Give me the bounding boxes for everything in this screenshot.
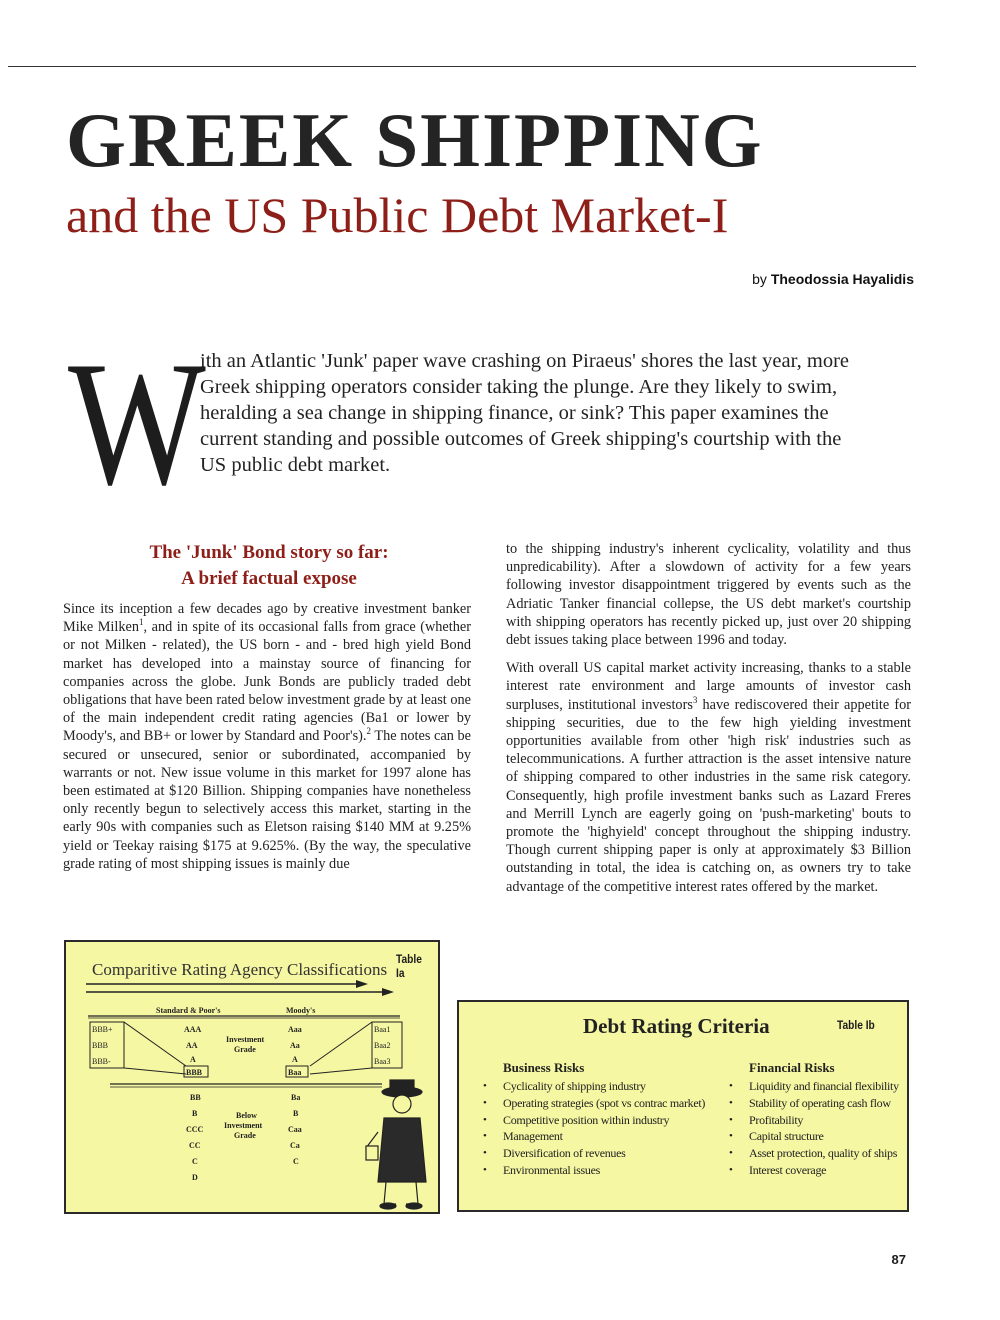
lead-line: US public debt market. — [200, 454, 391, 476]
lead-paragraph — [200, 348, 914, 478]
text-run: have rediscovered their appetite for shipping securities, due to the few high yielding investment opportunities available from other 'high risk' industries such as telecommunications. A further attraction is the asset intensive nature of shipping compared to other industries in the same risk category. Consequently, high profile investment banks such as Lazard Freres and Merrill Lynch are eagerly going on 'push-marketing' bouts to promote the 'highyield' concept throughout the shipping industry. Though current shipping paper is only at approximately $3 Billion outstanding in total, the idea is catching on, as owners try to take advantage of the competitive interest rates offered by the market. — [506, 696, 911, 895]
below-label: Grade — [234, 1131, 256, 1140]
sp-header: Standard & Poor's — [156, 1006, 221, 1015]
moodys-rating: Ca — [290, 1141, 300, 1150]
moodys-box-text: Baa2 — [374, 1041, 391, 1050]
author-name: Theodossia Hayalidis — [770, 271, 914, 287]
body-paragraph: to the shipping industry's inherent cyclicality, volatility and thus unpredicability). After a slowdown of activity for a few years following investor disappointment triggered by events such as the Adriatic Tanker financial collepse, the US debt market's courtship with shipping operators has recently picked up, just over 20 shipping debt issues taking place between 1996 and today. — [506, 541, 911, 649]
below-label: Below — [236, 1111, 257, 1120]
moodys-rating: Aa — [290, 1041, 300, 1050]
sp-rating: BB — [190, 1093, 201, 1102]
connector — [124, 1068, 186, 1074]
arrow-head — [382, 988, 394, 996]
moodys-rating: Aaa — [288, 1025, 302, 1034]
moodys-rating: Caa — [288, 1125, 302, 1134]
byline-prefix: by — [752, 271, 767, 287]
body-paragraph — [506, 659, 911, 896]
list-item: • Environmental issues — [481, 1162, 705, 1179]
page-number: 87 — [891, 1252, 906, 1267]
sp-box-text: BBB- — [92, 1057, 111, 1066]
table-ia-title: Comparitive Rating Agency Classifications — [92, 960, 388, 979]
financial-risks-header: Financial Risks — [749, 1060, 835, 1075]
body-paragraph — [63, 600, 471, 873]
lead-line: Greek shipping operators consider taking the plunge. Are they likely to swim, — [200, 376, 838, 398]
below-label: Investment — [224, 1121, 263, 1130]
footnote-ref: 3 — [692, 694, 698, 705]
arrow-head — [356, 980, 368, 988]
list-item: • Liquidity and financial flexibility — [727, 1078, 899, 1095]
footnote-ref: 2 — [366, 726, 372, 737]
sp-rating: D — [192, 1173, 198, 1182]
sp-rating: C — [192, 1157, 198, 1166]
byline — [752, 271, 914, 287]
section-heading-line1: The 'Junk' Bond story so far: — [149, 542, 389, 563]
list-item: • Capital structure — [727, 1128, 899, 1145]
moodys-box-text: Baa3 — [374, 1057, 391, 1066]
financial-risks-list — [727, 1078, 899, 1179]
table-ib-title: Debt Rating Criteria — [583, 1014, 770, 1038]
table-ib-label: Table Ib — [837, 1018, 875, 1032]
sp-box-text: BBB — [92, 1041, 109, 1050]
moodys-rating: A — [292, 1055, 298, 1064]
title-main: GREEK SHIPPING — [66, 97, 764, 183]
sp-rating: CCC — [186, 1125, 204, 1134]
business-risks-list — [481, 1078, 705, 1179]
moodys-rating: Ba — [291, 1093, 301, 1102]
moodys-header: Moody's — [286, 1006, 316, 1015]
footnote-ref: 1 — [139, 617, 144, 628]
list-item: • Diversification of revenues — [481, 1145, 705, 1162]
list-item: • Competitive position within industry — [481, 1112, 705, 1129]
section-heading-line2: A brief factual expose — [181, 568, 357, 589]
text-run: , and in spite of its occasional falls from grace (whether or not Milken - related), the US born - and - bred high yield Bond market has developed into a mainstay source of financing for companies across the globe. Junk Bonds are publicly traded debt obligations that have been rated below investment grade by at least one of the main independent credit rating agencies (Ba1 or lower by Moody's, and BB+ or lower by Standard and Poor's). — [63, 619, 471, 745]
lead-line: ith an Atlantic 'Junk' paper wave crashing on Piraeus' shores the last year, more — [200, 350, 849, 372]
connector — [124, 1022, 186, 1066]
lead-line: heralding a sea change in shipping finance, or sink? This paper examines the — [200, 402, 829, 424]
sp-rating: B — [192, 1109, 198, 1118]
sp-rating: AA — [186, 1041, 198, 1050]
investment-label: Grade — [234, 1045, 256, 1054]
title-subtitle: and the US Public Debt Market-I — [66, 187, 729, 243]
table-ia — [64, 940, 440, 1214]
top-rule — [8, 66, 916, 67]
moodys-rating: C — [293, 1157, 299, 1166]
sp-rating: CC — [189, 1141, 201, 1150]
sp-rating: BBB — [186, 1068, 203, 1077]
lead-line: current standing and possible outcomes of Greek shipping's courtship with the — [200, 428, 842, 450]
text-run: Since its inception a few decades ago by creative investment banker Mike Milken — [63, 601, 471, 636]
left-column — [63, 600, 471, 873]
sp-rating: A — [190, 1055, 196, 1064]
investment-label: Investment — [226, 1035, 265, 1044]
table-ia-label: Table Ia — [396, 952, 422, 980]
financial-risks — [727, 1060, 899, 1179]
text-run: The notes can be secured or unsecured, senior or subordinated, accompanied by warrants or not. New issue volume in this market for 1997 alone has been estimated at $120 Billion. Shipping companies have nonetheless only recently begun to selectively access this market, starting in the early 90s with companies such as Eletson raising $140 MM at 9.25% yield or Teekay raising $175 at 9.625%. (By the way, the speculative grade rating of most shipping issues is mainly due — [63, 728, 471, 872]
list-item: • Management — [481, 1128, 705, 1145]
sp-rating: AAA — [184, 1025, 202, 1034]
section-heading — [64, 540, 474, 592]
moodys-rating: B — [293, 1109, 299, 1118]
sp-box-text: BBB+ — [92, 1025, 113, 1034]
list-item: • Operating strategies (spot vs contrac market) — [481, 1095, 705, 1112]
business-risks-header: Business Risks — [503, 1060, 585, 1075]
list-item: • Stability of operating cash flow — [727, 1095, 899, 1112]
list-item: • Interest coverage — [727, 1162, 899, 1179]
moodys-rating: Baa — [288, 1068, 302, 1077]
list-item: • Asset protection, quality of ships — [727, 1145, 899, 1162]
table-ib — [457, 1000, 909, 1212]
cartoon-figure-icon — [366, 1080, 426, 1209]
connector — [310, 1068, 372, 1074]
rating-diagram — [66, 942, 438, 1212]
right-column — [506, 540, 911, 896]
list-item: • Profitability — [727, 1112, 899, 1129]
business-risks — [481, 1060, 705, 1179]
drop-cap: W — [68, 324, 206, 522]
connector — [310, 1022, 372, 1066]
list-item: • Cyclicality of shipping industry — [481, 1078, 705, 1095]
moodys-box-text: Baa1 — [374, 1025, 391, 1034]
text-run: With overall US capital market activity increasing, thanks to a stable interest rate environment and large amounts of investor cash surpluses, institutional investors — [506, 660, 911, 713]
